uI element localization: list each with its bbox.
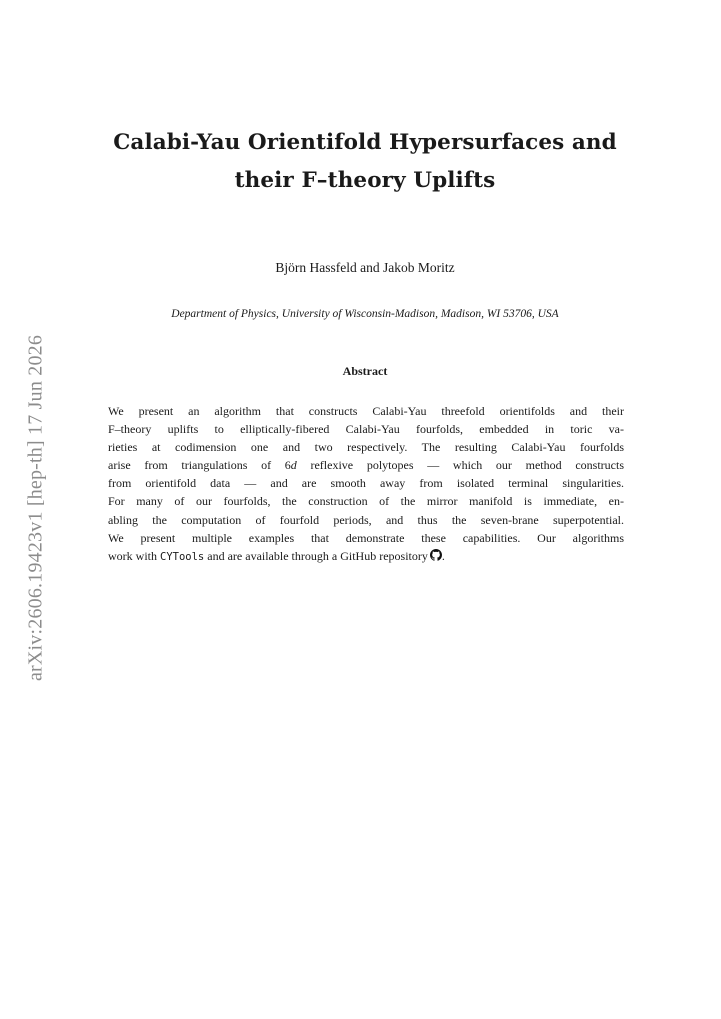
- abstract-line: We present multiple examples that demonstrate these capabilities. Our algorithms: [108, 530, 624, 545]
- abstract-line: We present an algorithm that constructs Calabi-Yau threefold orientifolds and their: [108, 404, 624, 418]
- paper-title: [60, 124, 670, 200]
- abstract-line-text: reflexive polytopes — which our method constructs: [296, 458, 624, 473]
- author-affiliation: Department of Physics, University of Wisconsin-Madison, Madison, WI 53706, USA: [171, 308, 559, 320]
- abstract-line-text: work with: [108, 548, 160, 563]
- cytools-code: CYTools: [160, 550, 205, 563]
- abstract-line-text: arise from triangulations of 6: [108, 458, 291, 473]
- title-line-1: Calabi-Yau Orientifold Hypersurfaces and: [113, 130, 617, 155]
- abstract-line: abling the computation of fourfold periods, and thus the seven-brane superpotential.: [108, 512, 624, 527]
- abstract-line: For many of our fourfolds, the construction of the mirror manifold is immediate, en-: [108, 494, 624, 509]
- abstract-line: [108, 456, 624, 474]
- abstract-line: from orientifold data — and are smooth away from isolated terminal singularities.: [108, 476, 624, 491]
- abstract-heading: Abstract: [342, 364, 388, 378]
- abstract-line: F–theory uplifts to elliptically-fibered Calabi-Yau fourfolds, embedded in toric va-: [108, 422, 624, 437]
- github-icon[interactable]: [430, 549, 442, 561]
- abstract-line: rieties at codimension one and two respectively. The resulting Calabi-Yau fourfolds: [108, 440, 624, 455]
- abstract-line-text: .: [441, 548, 445, 563]
- abstract-body: [108, 402, 624, 566]
- author-list: Björn Hassfeld and Jakob Moritz: [275, 260, 455, 275]
- abstract-line-text: and are available through a GitHub repository: [204, 548, 428, 563]
- title-line-2: their F–theory Uplifts: [234, 168, 496, 193]
- arxiv-identifier: arXiv:2606.19423v1 [hep-th] 17 Jun 2026: [24, 334, 47, 682]
- dimension-symbol: d: [290, 458, 297, 473]
- abstract-line: [108, 547, 624, 566]
